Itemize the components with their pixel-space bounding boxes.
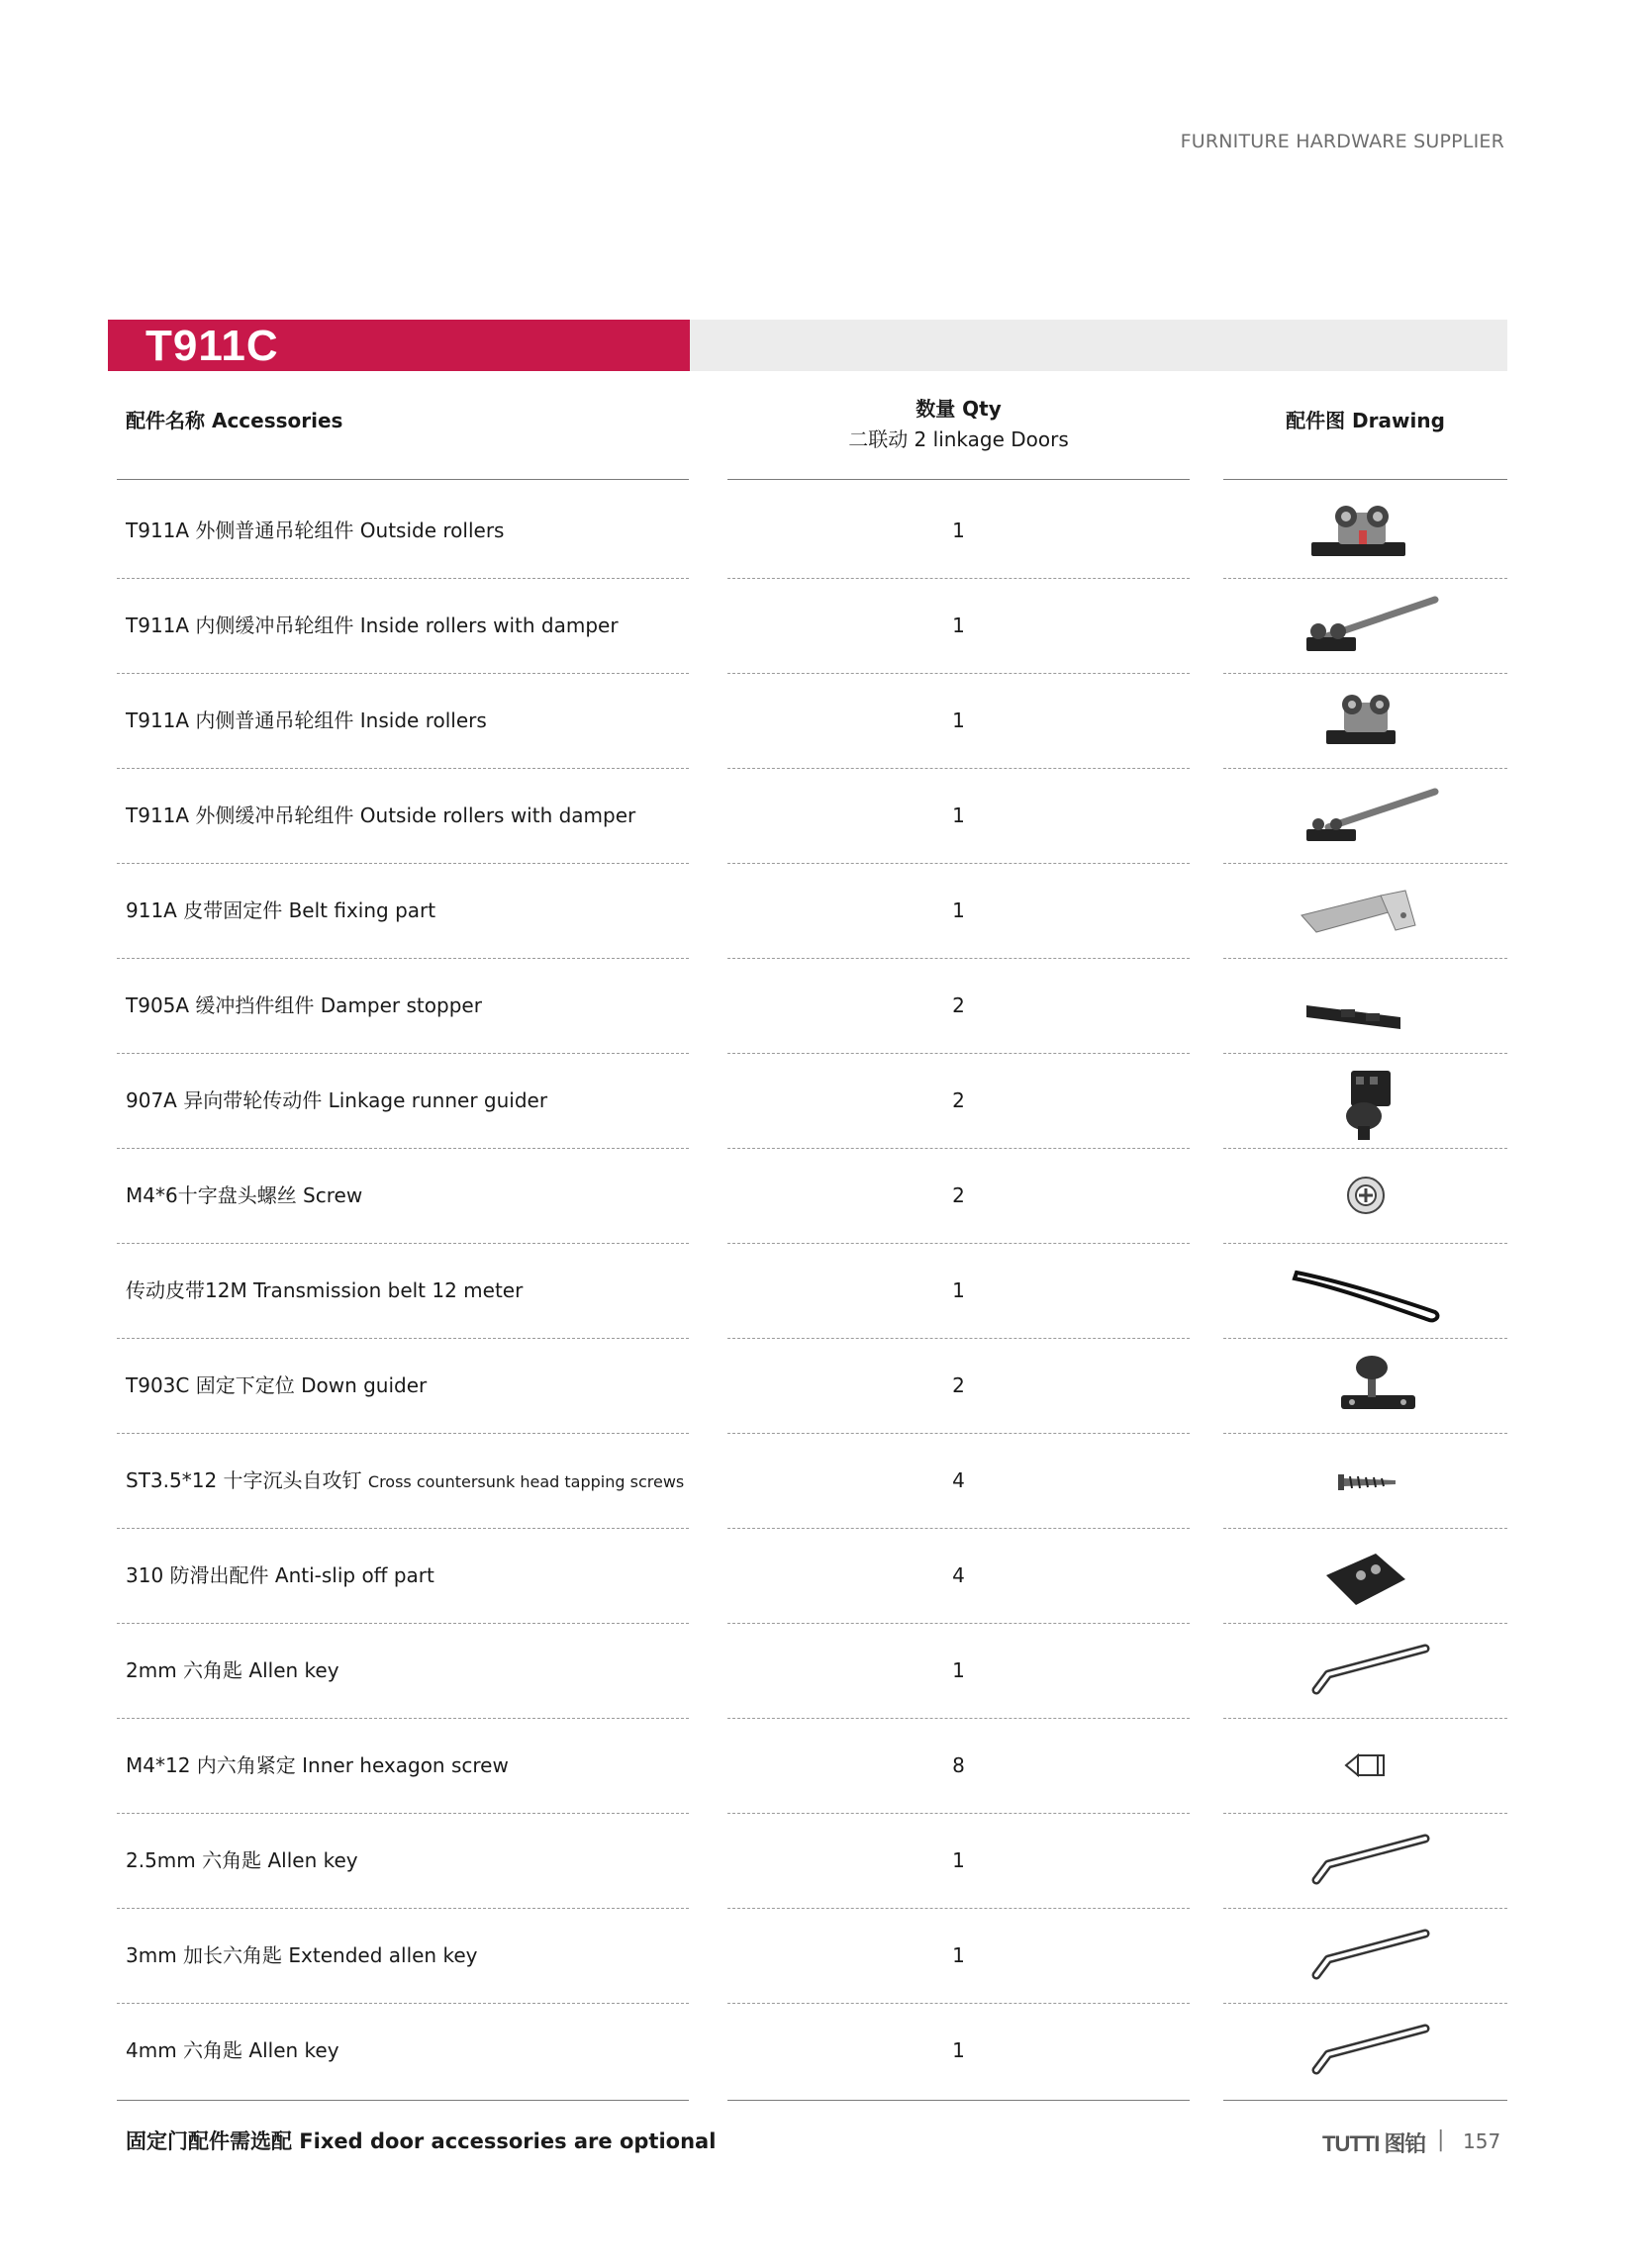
table-row bbox=[0, 2003, 1638, 2098]
accessory-name bbox=[126, 673, 487, 768]
table-row bbox=[0, 578, 1638, 673]
accessory-name-text: 2.5mm 六角匙 Allen key bbox=[126, 1848, 358, 1872]
accessory-name-text: 3mm 加长六角匙 Extended allen key bbox=[126, 1943, 478, 1967]
belt-fixing-part-icon bbox=[1287, 867, 1445, 954]
accessory-name bbox=[126, 768, 635, 863]
accessory-name bbox=[126, 1528, 434, 1623]
accessory-name-text: 911A 皮带固定件 Belt fixing part bbox=[126, 898, 436, 922]
accessory-name-text: T911A 内侧普通吊轮组件 Inside rollers bbox=[126, 709, 487, 732]
accessory-name-text: T911A 外侧缓冲吊轮组件 Outside rollers with damper bbox=[126, 803, 636, 827]
accessory-name bbox=[126, 958, 482, 1053]
accessory-qty: 1 bbox=[952, 1848, 965, 1872]
table-bottom-rule bbox=[1223, 2100, 1507, 2101]
allen-key-icon bbox=[1287, 2007, 1445, 2094]
accessory-name bbox=[126, 578, 619, 673]
accessory-qty: 1 bbox=[952, 709, 965, 732]
anti-slip-part-icon bbox=[1287, 1532, 1445, 1619]
table-row bbox=[0, 863, 1638, 958]
product-title: T911C bbox=[145, 322, 279, 370]
accessory-name bbox=[126, 1053, 547, 1148]
header-rule bbox=[727, 479, 1190, 480]
page-number: 157 bbox=[1463, 2129, 1501, 2153]
qty-sub-label: 二联动 2 linkage Doors bbox=[848, 427, 1069, 451]
accessory-qty: 1 bbox=[952, 2038, 965, 2062]
table-row bbox=[0, 1528, 1638, 1623]
accessory-qty: 1 bbox=[952, 614, 965, 637]
accessory-name-en: Cross countersunk head tapping screws bbox=[367, 1472, 685, 1491]
allen-key-icon bbox=[1287, 1912, 1445, 1999]
table-row bbox=[0, 1148, 1638, 1243]
footer-separator: | bbox=[1437, 2127, 1445, 2152]
accessory-qty: 1 bbox=[952, 1658, 965, 1682]
damper-stopper-icon bbox=[1287, 962, 1445, 1049]
title-band bbox=[108, 320, 1507, 371]
accessory-name-text: ST3.5*12 十字沉头自攻钉 bbox=[126, 1468, 362, 1492]
table-row bbox=[0, 483, 1638, 578]
linkage-runner-guider-icon bbox=[1287, 1057, 1445, 1144]
accessory-qty: 2 bbox=[952, 993, 965, 1017]
table-row bbox=[0, 1908, 1638, 2003]
accessory-name-text: 4mm 六角匙 Allen key bbox=[126, 2038, 339, 2062]
outside-rollers-icon bbox=[1287, 487, 1445, 574]
accessory-name bbox=[126, 1623, 339, 1718]
accessory-name-text: T911A 外侧普通吊轮组件 Outside rollers bbox=[126, 519, 505, 542]
qty-label: 数量 Qty bbox=[915, 397, 1002, 421]
accessory-name bbox=[126, 863, 435, 958]
accessory-qty: 1 bbox=[952, 1943, 965, 1967]
accessory-qty: 4 bbox=[952, 1563, 965, 1587]
outside-rollers-damper-icon bbox=[1287, 772, 1445, 859]
footer-note: 固定门配件需选配 Fixed door accessories are optional bbox=[126, 2129, 717, 2153]
column-header-accessories: 配件名称 Accessories bbox=[126, 409, 343, 432]
column-header-drawing: 配件图 Drawing bbox=[1286, 409, 1445, 432]
accessory-name-text: T911A 内侧缓冲吊轮组件 Inside rollers with damper bbox=[126, 614, 619, 637]
brand-logo: TUTTI 图铂 bbox=[1322, 2131, 1426, 2156]
accessory-qty: 4 bbox=[952, 1468, 965, 1492]
accessory-name-text: 310 防滑出配件 Anti-slip off part bbox=[126, 1563, 434, 1587]
accessory-name-text: M4*6十字盘头螺丝 Screw bbox=[126, 1183, 363, 1207]
accessory-qty: 8 bbox=[952, 1753, 965, 1777]
allen-key-icon bbox=[1287, 1627, 1445, 1714]
accessory-name-text: T905A 缓冲挡件组件 Damper stopper bbox=[126, 993, 482, 1017]
accessory-name bbox=[126, 1243, 523, 1338]
accessory-qty: 1 bbox=[952, 803, 965, 827]
accessory-name bbox=[126, 2003, 339, 2098]
accessory-name-text: 907A 异向带轮传动件 Linkage runner guider bbox=[126, 1088, 548, 1112]
accessory-name bbox=[126, 1338, 427, 1433]
accessory-name bbox=[126, 1718, 509, 1813]
allen-key-icon bbox=[1287, 1817, 1445, 1904]
table-row bbox=[0, 673, 1638, 768]
table-row bbox=[0, 1243, 1638, 1338]
table-row bbox=[0, 1053, 1638, 1148]
table-row bbox=[0, 768, 1638, 863]
down-guider-icon bbox=[1287, 1342, 1445, 1429]
accessory-name bbox=[126, 483, 504, 578]
table-bottom-rule bbox=[727, 2100, 1190, 2101]
supplier-header: FURNITURE HARDWARE SUPPLIER bbox=[1180, 131, 1504, 152]
accessory-name bbox=[126, 1908, 477, 2003]
header-rule bbox=[117, 479, 689, 480]
column-header-qty bbox=[727, 394, 1190, 455]
accessory-name bbox=[126, 1813, 358, 1908]
table-row bbox=[0, 1623, 1638, 1718]
accessory-name bbox=[126, 1148, 362, 1243]
table-row bbox=[0, 1718, 1638, 1813]
accessory-qty: 1 bbox=[952, 519, 965, 542]
table-row bbox=[0, 1338, 1638, 1433]
table-row bbox=[0, 958, 1638, 1053]
table-row bbox=[0, 1813, 1638, 1908]
accessory-name-text: 2mm 六角匙 Allen key bbox=[126, 1658, 339, 1682]
accessory-qty: 1 bbox=[952, 898, 965, 922]
table-bottom-rule bbox=[117, 2100, 689, 2101]
accessory-name-text: T903C 固定下定位 Down guider bbox=[126, 1373, 428, 1397]
accessory-name bbox=[126, 1433, 684, 1528]
transmission-belt-icon bbox=[1287, 1247, 1445, 1334]
table-row bbox=[0, 1433, 1638, 1528]
title-block bbox=[108, 320, 690, 371]
accessory-qty: 1 bbox=[952, 1278, 965, 1302]
hexagon-screw-icon bbox=[1287, 1722, 1445, 1809]
accessory-name-text: M4*12 内六角紧定 Inner hexagon screw bbox=[126, 1753, 509, 1777]
accessory-qty: 2 bbox=[952, 1373, 965, 1397]
inside-rollers-icon bbox=[1287, 677, 1445, 764]
accessory-qty: 2 bbox=[952, 1183, 965, 1207]
inside-rollers-damper-icon bbox=[1287, 582, 1445, 669]
tapping-screw-icon bbox=[1287, 1437, 1445, 1524]
accessory-qty: 2 bbox=[952, 1088, 965, 1112]
header-rule bbox=[1223, 479, 1507, 480]
accessory-name-text: 传动皮带12M Transmission belt 12 meter bbox=[126, 1278, 524, 1302]
screw-icon bbox=[1287, 1152, 1445, 1239]
